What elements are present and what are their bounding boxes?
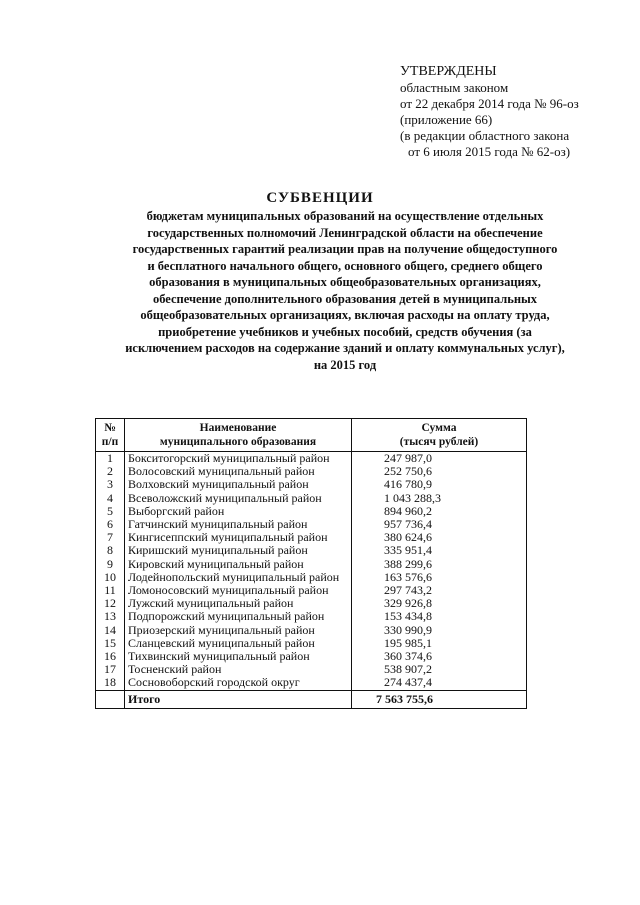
row-name: Приозерский муниципальный район — [125, 624, 352, 637]
subventions-table — [95, 418, 527, 709]
row-number: 12 — [96, 597, 125, 610]
row-name: Выборгский район — [125, 505, 352, 518]
row-number: 13 — [96, 610, 125, 623]
row-name: Лодейнопольский муниципальный район — [125, 571, 352, 584]
row-amount: 329 926,8 — [352, 597, 527, 610]
approval-line: (приложение 66) — [400, 112, 493, 127]
subtitle-line: государственных полномочий Ленинградской области на обеспечение — [147, 225, 543, 240]
row-number: 3 — [96, 478, 125, 491]
header-name: Наименование муниципального образования — [125, 419, 352, 452]
row-amount: 252 750,6 — [352, 465, 527, 478]
row-name: Лужский муниципальный район — [125, 597, 352, 610]
approval-heading: УТВЕРЖДЕНЫ — [400, 64, 497, 79]
row-name: Тосненский район — [125, 663, 352, 676]
row-amount: 360 374,6 — [352, 650, 527, 663]
approval-line: от 6 июля 2015 года № 62-оз) — [408, 144, 571, 159]
table-row — [96, 624, 527, 637]
row-name: Волховский муниципальный район — [125, 478, 352, 491]
table-row — [96, 544, 527, 557]
approval-line: от 22 декабря 2014 года № 96-оз — [400, 96, 579, 111]
row-amount: 388 299,6 — [352, 558, 527, 571]
row-name: Киришский муниципальный район — [125, 544, 352, 557]
table-row — [96, 452, 527, 466]
table-row — [96, 492, 527, 505]
approval-line: областным законом — [400, 80, 509, 95]
row-name: Бокситогорский муниципальный район — [125, 452, 352, 466]
total-row — [96, 690, 527, 708]
row-amount: 894 960,2 — [352, 505, 527, 518]
subtitle-line: бюджетам муниципальных образований на осуществление отдельных — [146, 209, 544, 223]
row-number: 7 — [96, 531, 125, 544]
subtitle-line: и бесплатного начального общего, основного общего, среднего общего — [147, 258, 543, 273]
row-amount: 274 437,4 — [352, 676, 527, 690]
subtitle-line: на 2015 год — [313, 357, 377, 372]
row-number: 17 — [96, 663, 125, 676]
row-amount: 330 990,9 — [352, 624, 527, 637]
subtitle-line: государственных гарантий реализации прав на получение общедоступного — [132, 242, 558, 256]
total-label: Итого — [125, 690, 352, 708]
row-amount: 195 985,1 — [352, 637, 527, 650]
subtitle-line: образования в муниципальных общеобразовательных организациях, — [149, 275, 541, 289]
subtitle-line: исключением расходов на содержание зданий и оплату коммунальных услуг), — [125, 341, 565, 355]
row-name: Кингисеппский муниципальный район — [125, 531, 352, 544]
subtitle-line: общеобразовательных организациях, включая расходы на оплату труда, — [140, 308, 550, 322]
table-row — [96, 558, 527, 571]
table-row — [96, 478, 527, 491]
table-row — [96, 610, 527, 623]
header-amount: Сумма (тысяч рублей) — [352, 419, 527, 452]
row-amount: 163 576,6 — [352, 571, 527, 584]
header-number: № п/п — [96, 419, 125, 452]
row-amount: 538 907,2 — [352, 663, 527, 676]
row-number: 14 — [96, 624, 125, 637]
row-name: Тихвинский муниципальный район — [125, 650, 352, 663]
row-number: 2 — [96, 465, 125, 478]
row-name: Кировский муниципальный район — [125, 558, 352, 571]
row-amount: 380 624,6 — [352, 531, 527, 544]
row-amount: 335 951,4 — [352, 544, 527, 557]
row-name: Всеволожский муниципальный район — [125, 492, 352, 505]
row-name: Гатчинский муниципальный район — [125, 518, 352, 531]
document-title: СУБВЕНЦИИ — [266, 190, 374, 206]
row-name: Сосновоборский городской округ — [125, 676, 352, 690]
document-subtitle — [110, 208, 580, 373]
row-amount: 1 043 288,3 — [352, 492, 527, 505]
row-number: 15 — [96, 637, 125, 650]
row-number: 4 — [96, 492, 125, 505]
row-name: Сланцевский муниципальный район — [125, 637, 352, 650]
table-header-row — [96, 419, 527, 452]
row-name: Волосовский муниципальный район — [125, 465, 352, 478]
row-amount: 416 780,9 — [352, 478, 527, 491]
row-number: 10 — [96, 571, 125, 584]
row-name: Подпорожский муниципальный район — [125, 610, 352, 623]
row-number: 8 — [96, 544, 125, 557]
subtitle-line: обеспечение дополнительного образования детей в муниципальных — [152, 291, 538, 306]
row-number: 5 — [96, 505, 125, 518]
row-number: 11 — [96, 584, 125, 597]
row-number: 16 — [96, 650, 125, 663]
row-number: 6 — [96, 518, 125, 531]
row-amount: 153 434,8 — [352, 610, 527, 623]
row-amount: 297 743,2 — [352, 584, 527, 597]
approval-block — [400, 64, 632, 160]
subtitle-line: приобретение учебников и учебных пособий, средств обучения (за — [158, 324, 532, 339]
total-amount: 7 563 755,6 — [352, 690, 527, 708]
row-name: Ломоносовский муниципальный район — [125, 584, 352, 597]
row-number: 1 — [96, 452, 125, 466]
table-row — [96, 676, 527, 690]
row-amount: 247 987,0 — [352, 452, 527, 466]
row-number: 18 — [96, 676, 125, 690]
row-amount: 957 736,4 — [352, 518, 527, 531]
approval-line: (в редакции областного закона — [400, 128, 570, 143]
row-number: 9 — [96, 558, 125, 571]
